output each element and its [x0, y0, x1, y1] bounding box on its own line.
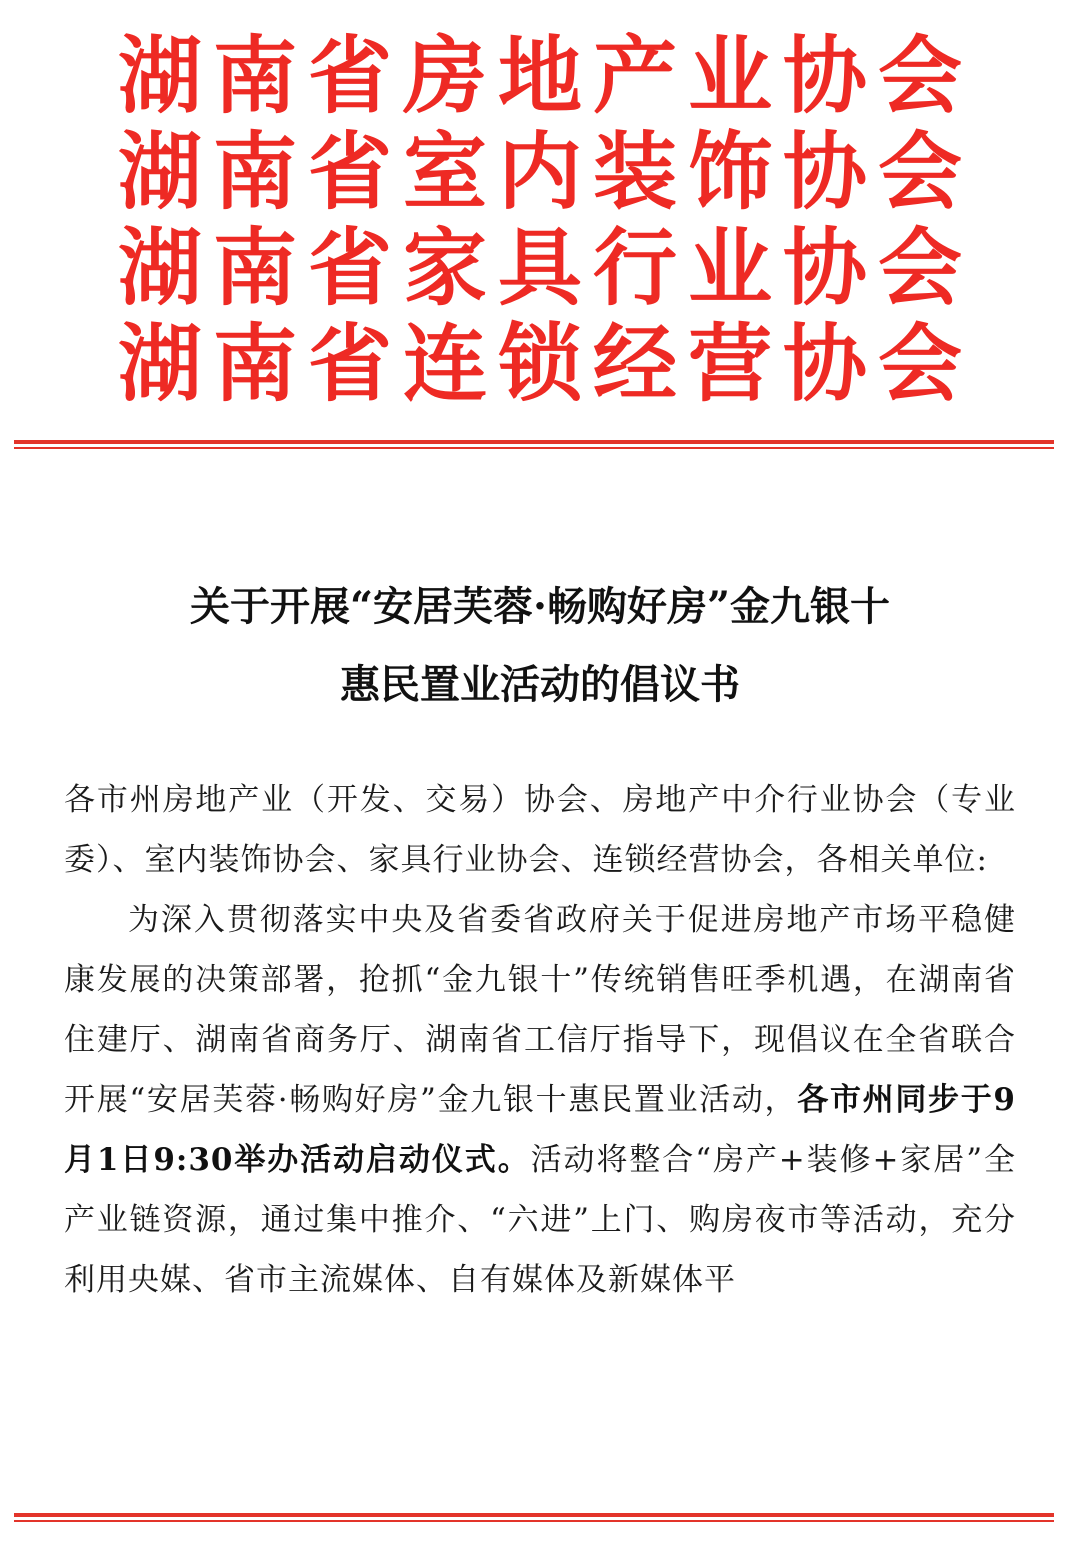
paragraph-text-1: 为深入贯彻落实中央及省委省政府关于促进房地产市场平稳健康发展的决策部署，抢抓“金九银十”传统销售旺季机遇，在湖南省住建厅、湖南省商务厅、湖南省工信厅指导下，现倡议在全省联合开展“安居芙蓉·畅购好房”金九银十惠民置业活动，	[64, 902, 1016, 1118]
org-name-furniture: 湖南省家具行业协会	[117, 219, 973, 317]
letterhead	[0, 28, 1080, 412]
org-name-real-estate: 湖南省房地产业协会	[117, 27, 973, 125]
footer-divider	[14, 1513, 1054, 1522]
paragraph-text-2: 活动将整合“房产+装修+家居”全产业链资源，通过集中推介、“六进”上门、购房夜市等活动，充分利用央媒、省市主流媒体、自有媒体及新媒体平	[64, 1142, 1016, 1298]
org-name-interior-decoration: 湖南省室内装饰协会	[117, 123, 973, 221]
org-name-chain-operation: 湖南省连锁经营协会	[117, 315, 973, 413]
salutation: 各市州房地产业（开发、交易）协会、房地产中介行业协会（专业委）、室内装饰协会、家具行业协会、连锁经营协会，各相关单位:	[64, 782, 1016, 878]
paragraph-emphasis: 各市州同步于9月1日9:30举办活动启动仪式。	[64, 1082, 1016, 1178]
body-paragraph	[64, 890, 1016, 1310]
document-title	[0, 568, 1080, 724]
document-title-line-2: 惠民置业活动的倡议书	[340, 661, 740, 708]
letterhead-divider	[14, 440, 1054, 449]
document-body	[64, 770, 1016, 1310]
document-title-line-1: 关于开展“安居芙蓉·畅购好房”金九银十	[190, 583, 890, 630]
